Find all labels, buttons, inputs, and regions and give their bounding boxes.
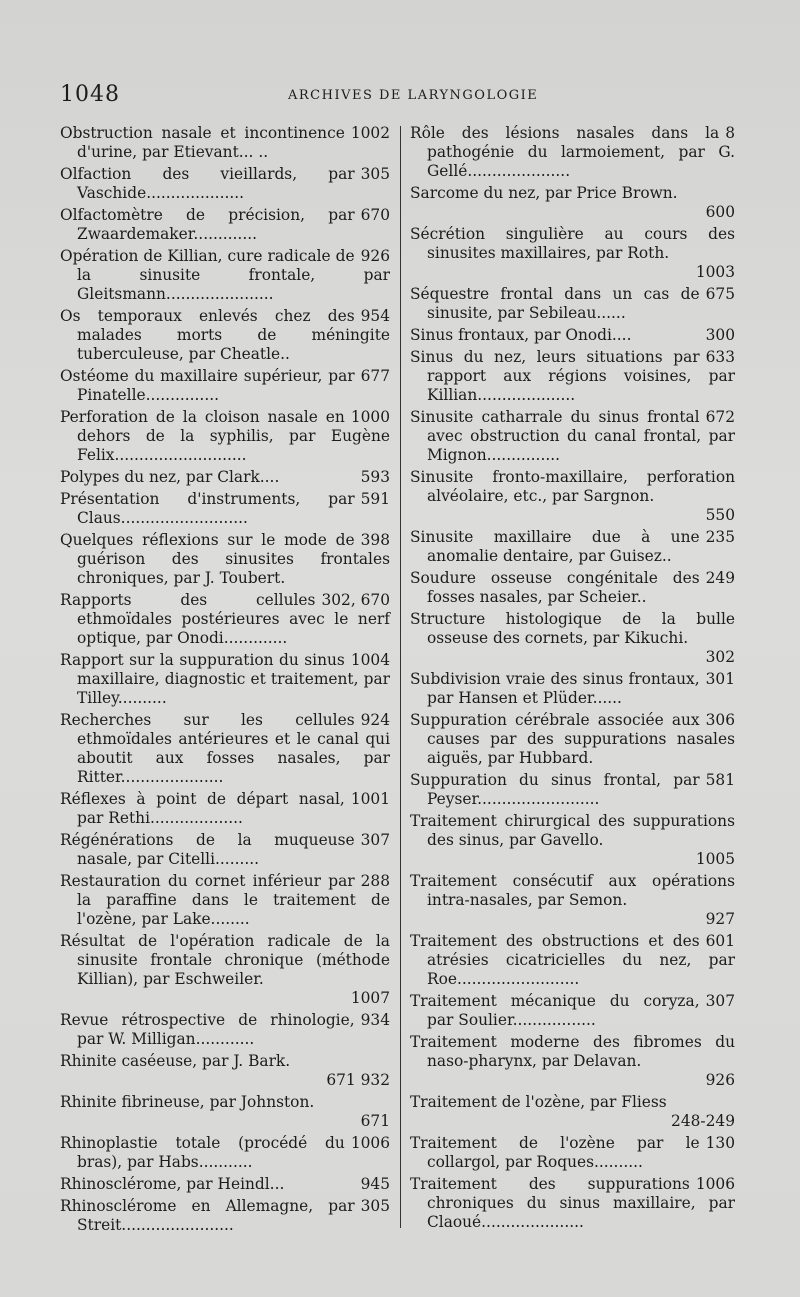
- index-entry: [60, 531, 390, 588]
- index-entry: [60, 1093, 390, 1131]
- index-entry: [410, 711, 735, 768]
- entry-page: 945: [360, 1175, 390, 1193]
- entry-page: 1005: [695, 850, 735, 868]
- entry-page: 934: [360, 1011, 390, 1029]
- entry-text: Sinusite catharrale du sinus frontal avec obstruction du canal frontal, par Mignon...............: [410, 408, 735, 464]
- index-entry: [60, 468, 390, 487]
- entry-page: 1004: [350, 651, 390, 669]
- index-entry: [410, 124, 735, 181]
- entry-page: 398: [360, 531, 390, 549]
- index-entry: [60, 408, 390, 465]
- entry-text: Perforation de la cloison nasale en dehors de la syphilis, par Eugène Felix...........................: [60, 408, 390, 464]
- entry-page: 1003: [695, 263, 735, 281]
- entry-text: Traitement de l'ozène par le collargol, par Roques..........: [410, 1134, 700, 1171]
- entry-text: Obstruction nasale et incontinence d'urine, par Etievant... ..: [60, 124, 345, 161]
- index-entry: [60, 1011, 390, 1049]
- index-entry: [410, 326, 735, 345]
- entry-page: 8: [725, 124, 735, 142]
- page-number: 1048: [60, 82, 120, 107]
- index-entry: [60, 1134, 390, 1172]
- entry-text: Soudure osseuse congénitale des fosses nasales, par Scheier..: [410, 569, 700, 606]
- entry-page: 633: [705, 348, 735, 366]
- index-entry: [410, 771, 735, 809]
- index-entry: [410, 1033, 735, 1090]
- column-divider: [400, 126, 401, 1228]
- entry-page: 301: [705, 670, 735, 688]
- index-entry: [60, 490, 390, 528]
- index-entry: [410, 569, 735, 607]
- index-entry: [410, 348, 735, 405]
- index-entry: [410, 408, 735, 465]
- entry-text: Sinus frontaux, par Onodi....: [410, 326, 632, 344]
- index-entry: [410, 670, 735, 708]
- entry-page: 248-249: [671, 1112, 735, 1130]
- entry-page: 307: [360, 831, 390, 849]
- entry-text: Traitement des obstructions et des atrésies cicatricielles du nez, par Roe.........................: [410, 932, 735, 988]
- entry-text: Suppuration du sinus frontal, par Peyser.........................: [410, 771, 700, 808]
- entry-text: Traitement moderne des fibromes du naso-pharynx, par Delavan.: [410, 1033, 735, 1070]
- entry-text: Rhinite caséeuse, par J. Bark.: [60, 1052, 291, 1070]
- index-entry: [410, 285, 735, 323]
- entry-text: Structure histologique de la bulle osseuse des cornets, par Kikuchi.: [410, 610, 735, 647]
- entry-page: 926: [705, 1071, 735, 1089]
- entry-page: 302: [705, 648, 735, 666]
- index-entry: [60, 1052, 390, 1090]
- entry-page: 305: [360, 1197, 390, 1215]
- entry-text: Rhinoplastie totale (procédé du bras), par Habs...........: [60, 1134, 345, 1171]
- index-entry: [410, 528, 735, 566]
- index-entry: [410, 872, 735, 929]
- index-entry: [60, 932, 390, 1008]
- entry-text: Régénérations de la muqueuse nasale, par Citelli.........: [60, 831, 355, 868]
- entry-text: Suppuration cérébrale associée aux causes par des suppurations nasales aiguës, par Hubbard.: [410, 711, 735, 767]
- entry-text: Sinus du nez, leurs situations par rapport aux régions voisines, par Killian....................: [410, 348, 735, 404]
- index-entry: [60, 367, 390, 405]
- entry-text: Recherches sur les cellules ethmoïdales antérieures et le canal qui aboutit aux fosses nasales, par Ritter.....................: [60, 711, 390, 786]
- entry-page: 1001: [350, 790, 390, 808]
- index-entry: [410, 184, 735, 222]
- entry-text: Rapports des cellules ethmoïdales postérieures avec le nerf optique, par Onodi.............: [60, 591, 390, 647]
- entry-page: 675: [705, 285, 735, 303]
- entry-page: 954: [360, 307, 390, 325]
- entry-text: Traitement mécanique du coryza, par Soulier.................: [410, 992, 700, 1029]
- entry-text: Résultat de l'opération radicale de la sinusite frontale chronique (méthode Killian), par Eschweiler.: [60, 932, 390, 988]
- index-entry: [410, 1175, 735, 1232]
- entry-text: Subdivision vraie des sinus frontaux, par Hansen et Plüder......: [410, 670, 700, 707]
- entry-text: Traitement chirurgical des suppurations des sinus, par Gavello.: [410, 812, 735, 849]
- index-entry: [410, 1093, 735, 1131]
- entry-text: Séquestre frontal dans un cas de sinusite, par Sebileau......: [410, 285, 700, 322]
- page-header: [60, 82, 760, 112]
- index-entry: [60, 790, 390, 828]
- entry-page: 305: [360, 165, 390, 183]
- entry-page: 306: [705, 711, 735, 729]
- index-entry: [60, 206, 390, 244]
- entry-text: Sinusite maxillaire due à une anomalie dentaire, par Guisez..: [410, 528, 700, 565]
- entry-page: 600: [705, 203, 735, 221]
- entry-page: 550: [705, 506, 735, 524]
- entry-page: 591: [360, 490, 390, 508]
- entry-text: Rhinite fibrineuse, par Johnston.: [60, 1093, 315, 1111]
- entry-page: 926: [360, 247, 390, 265]
- index-entry: [410, 1134, 735, 1172]
- entry-text: Sécrétion singulière au cours des sinusites maxillaires, par Roth.: [410, 225, 735, 262]
- index-entry: [60, 247, 390, 304]
- entry-page: 288: [360, 872, 390, 890]
- entry-page: 670: [360, 206, 390, 224]
- index-entry: [60, 711, 390, 787]
- running-title: ARCHIVES DE LARYNGOLOGIE: [288, 88, 539, 103]
- index-entry: [410, 610, 735, 667]
- entry-text: Traitement de l'ozène, par Fliess: [410, 1093, 667, 1111]
- entry-page: 1007: [350, 989, 390, 1007]
- entry-text: Rapport sur la suppuration du sinus maxillaire, diagnostic et traitement, par Tilley..........: [60, 651, 390, 707]
- entry-page: 1006: [695, 1175, 735, 1193]
- entry-text: Revue rétrospective de rhinologie, par W. Milligan............: [60, 1011, 355, 1048]
- entry-page: 302, 670: [321, 591, 390, 609]
- entry-page: 671 932: [326, 1071, 390, 1089]
- entry-text: Rhinosclérome, par Heindl...: [60, 1175, 285, 1193]
- entry-text: Quelques réflexions sur le mode de guérison des sinusites frontales chroniques, par J. Toubert.: [60, 531, 390, 587]
- entry-text: Rhinosclérome en Allemagne, par Streit.......................: [60, 1197, 355, 1234]
- index-entry: [410, 992, 735, 1030]
- entry-page: 235: [705, 528, 735, 546]
- entry-text: Sinusite fronto-maxillaire, perforation alvéolaire, etc., par Sargnon.: [410, 468, 735, 505]
- entry-text: Polypes du nez, par Clark....: [60, 468, 280, 486]
- index-entry: [60, 307, 390, 364]
- index-entry: [410, 225, 735, 282]
- index-entry: [410, 932, 735, 989]
- entry-page: 593: [360, 468, 390, 486]
- entry-page: 677: [360, 367, 390, 385]
- entry-text: Ostéome du maxillaire supérieur, par Pinatelle...............: [60, 367, 355, 404]
- index-entry: [60, 124, 390, 162]
- entry-page: 581: [705, 771, 735, 789]
- entry-text: Sarcome du nez, par Price Brown.: [410, 184, 678, 202]
- entry-page: 1002: [350, 124, 390, 142]
- entry-page: 924: [360, 711, 390, 729]
- index-column-right: [410, 124, 735, 1235]
- entry-page: 1000: [350, 408, 390, 426]
- entry-page: 300: [705, 326, 735, 344]
- entry-text: Olfactomètre de précision, par Zwaardemaker.............: [60, 206, 355, 243]
- entry-text: Restauration du cornet inférieur par la paraffine dans le traitement de l'ozène, par Lake........: [60, 872, 390, 928]
- index-entry: [60, 591, 390, 648]
- entry-text: Traitement consécutif aux opérations intra-nasales, par Semon.: [410, 872, 735, 909]
- entry-text: Olfaction des vieillards, par Vaschide....................: [60, 165, 355, 202]
- entry-page: 130: [705, 1134, 735, 1152]
- entry-text: Réflexes à point de départ nasal, par Rethi...................: [60, 790, 345, 827]
- index-entry: [60, 165, 390, 203]
- index-entry: [60, 1175, 390, 1194]
- index-entry: [410, 812, 735, 869]
- entry-text: Os temporaux enlevés chez des malades morts de méningite tuberculeuse, par Cheatle..: [60, 307, 390, 363]
- entry-page: 671: [360, 1112, 390, 1130]
- index-column-left: [60, 124, 390, 1238]
- index-entry: [60, 831, 390, 869]
- entry-page: 249: [705, 569, 735, 587]
- index-entry: [60, 1197, 390, 1235]
- entry-text: Opération de Killian, cure radicale de la sinusite frontale, par Gleitsmann......................: [60, 247, 390, 303]
- entry-text: Traitement des suppurations chroniques du sinus maxillaire, par Claoué.....................: [410, 1175, 735, 1231]
- entry-page: 672: [705, 408, 735, 426]
- index-entry: [60, 651, 390, 708]
- index-entry: [60, 872, 390, 929]
- entry-page: 601: [705, 932, 735, 950]
- entry-text: Rôle des lésions nasales dans la pathogénie du larmoiement, par G. Gellé.....................: [410, 124, 735, 180]
- index-entry: [410, 468, 735, 525]
- entry-page: 307: [705, 992, 735, 1010]
- entry-page: 927: [705, 910, 735, 928]
- entry-text: Présentation d'instruments, par Claus..........................: [60, 490, 355, 527]
- entry-page: 1006: [350, 1134, 390, 1152]
